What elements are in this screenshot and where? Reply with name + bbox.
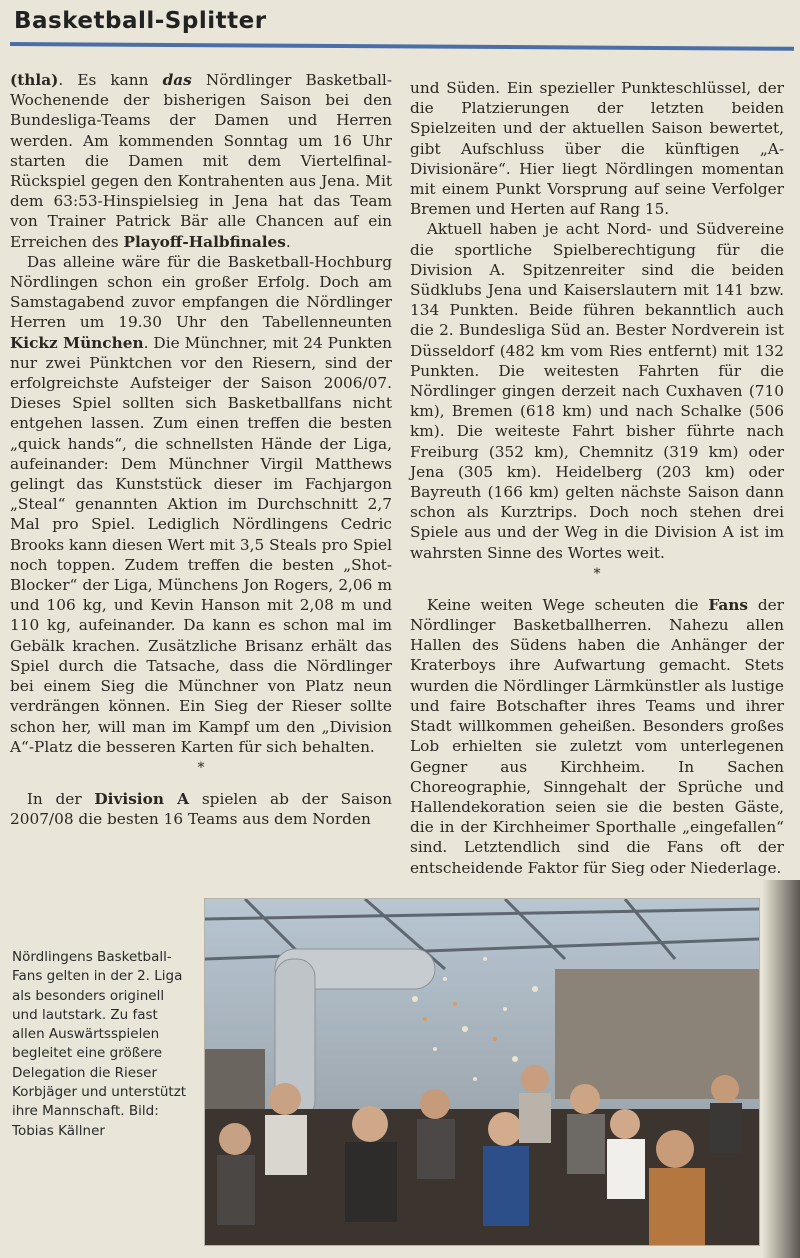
- left-column-paragraph: In der Division A spielen ab der Saison 2007/08 die besten 16 Teams aus dem Norden: [10, 789, 393, 829]
- left-column-paragraph: Das alleine wäre für die Basketball-Hochburg Nördlingen schon ein großer Erfolg. Doch am Samstagabend zuvor empfangen die Nördlinger Herren um 19.30 Uhr den Tabellenneunten Kickz München. Die Münchner, mit 24 Punkten nur zwei Pünktchen vor den Riesern, sind der erfolgreichste Aufsteiger der Saison 2006/07. Dieses Spiel sollten sich Basketballfans nicht entgehen lassen. Zum einen treffen die besten „quick hands“, die schnellsten Hände der Liga, aufeinander: Dem Münchner Virgil Matthews gelingt das Kunststück dieser im Fachjargon „Steal“ genannten Aktion im Durchschnitt 2,7 Mal pro Spiel. Lediglich Nördlingens Cedric Brooks kann diesen Wert mit 3,5 Steals pro Spiel noch toppen. Zudem treffen die besten „Shot-Blocker“ der Liga, Münchens Jon Rogers, 2,06 m und 106 kg, und Kevin Hanson mit 2,08 m und 110 kg, aufeinander. Da kann es schon mal im Gebälk krachen. Zusätzliche Brisanz erhält das Spiel durch die Tatsache, dass die Nördlinger bei einem Sieg die Münchner von Platz neun verdrängen können. Ein Sieg der Rieser sollte schon her, will man im Kampf um den „Division A“-Platz die besseren Karten für sich behalten.: [10, 252, 392, 756]
- right-column-paragraph: und Süden. Ein spezieller Punkteschlüssel, der die Platzierungen der letzten beiden Spielzeiten und der aktuellen Saison bewertet, gibt Aufschluss über die künftigen „A-Divisionäre“. Hier liegt Nördlingen momentan mit einem Punkt Vorsprung auf seine Verfolger Bremen und Herten auf Rang 15.: [410, 79, 784, 219]
- right-column-paragraph: Keine weiten Wege scheuten die Fans der Nördlinger Basketballherren. Nahezu allen Hallen des Südens haben die Anhänger der Kraterboys ihre Aufwartung gemacht. Stets wurden die Nördlinger Lärmkünstler als lustige und faire Botschafter ihres Teams und ihrer Stadt willkommen geheißen. Besonders großes Lob erhielten sie zuletzt vom unterlegenen Gegner aus Kirchheim. In Sachen Choreographie, Sinngehalt der Sprüche und Hallendekoration seien sie die besten Gäste, die in der Kirchheimer Sporthalle „eingefallen“ sind. Letztendlich sind die Fans oft der entscheidende Faktor für Sieg oder Niederlage.: [410, 595, 784, 877]
- article-column-right: [410, 78, 784, 878]
- right-column-paragraph: Aktuell haben je acht Nord- und Südvereine die sportliche Spielberechtigung für die Division A. Spitzenreiter sind die beiden Südklubs Jena und Kaiserslautern mit 141 bzw. 134 Punkten. Beide führen bekanntlich auch die 2. Bundesliga Süd an. Bester Nordverein ist Düsseldorf (482 km vom Ries entfernt) mit 132 Punkten. Die weitesten Fahrten für die Nördlinger gingen derzeit nach Cuxhaven (710 km), Bremen (618 km) und nach Schalke (506 km). Die weiteste Fahrt bisher führte nach Freiburg (352 km), Chemnitz (319 km) oder Jena (305 km). Heidelberg (203 km) oder Bayreuth (166 km) gelten nächste Saison dann schon als Kurztrips. Doch noch stehen drei Spiele aus und der Weg in die Division A ist im wahrsten Sinne des Wortes weit.: [410, 220, 784, 562]
- fans-photo: [204, 898, 760, 1246]
- fans-photo-illustration: [205, 899, 759, 1245]
- photo-caption: Nördlingens Basketball-Fans gelten in der 2. Liga als besonders originell und lautstark. Zu fast allen Auswärtsspielen begleitet eine größere Delegation die Rieser Korbjäger und unterstützt ihre Mannschaft. Bild: Tobias Källner: [12, 949, 187, 1139]
- headline-rule: [10, 42, 794, 51]
- article-column-left: [10, 70, 392, 829]
- page-edge-shadow: [762, 880, 800, 1258]
- headline: Basketball-Splitter: [14, 8, 267, 34]
- left-column-paragraph: (thla). Es kann das Nördlinger Basketball-Wochenende der bisherigen Saison bei den Bundesliga-Teams der Damen und Herren werden. Am kommenden Sonntag um 16 Uhr starten die Damen mit dem Viertelfinal-Rückspiel gegen den Kontrahenten aus Jena. Mit dem 63:53-Hinspielsieg in Jena hat das Team von Trainer Patrick Bär alle Chancen auf ein Erreichen des Playoff-Halbfinales.: [10, 71, 392, 251]
- section-divider-star: *: [197, 759, 205, 776]
- section-divider-star: *: [593, 565, 601, 582]
